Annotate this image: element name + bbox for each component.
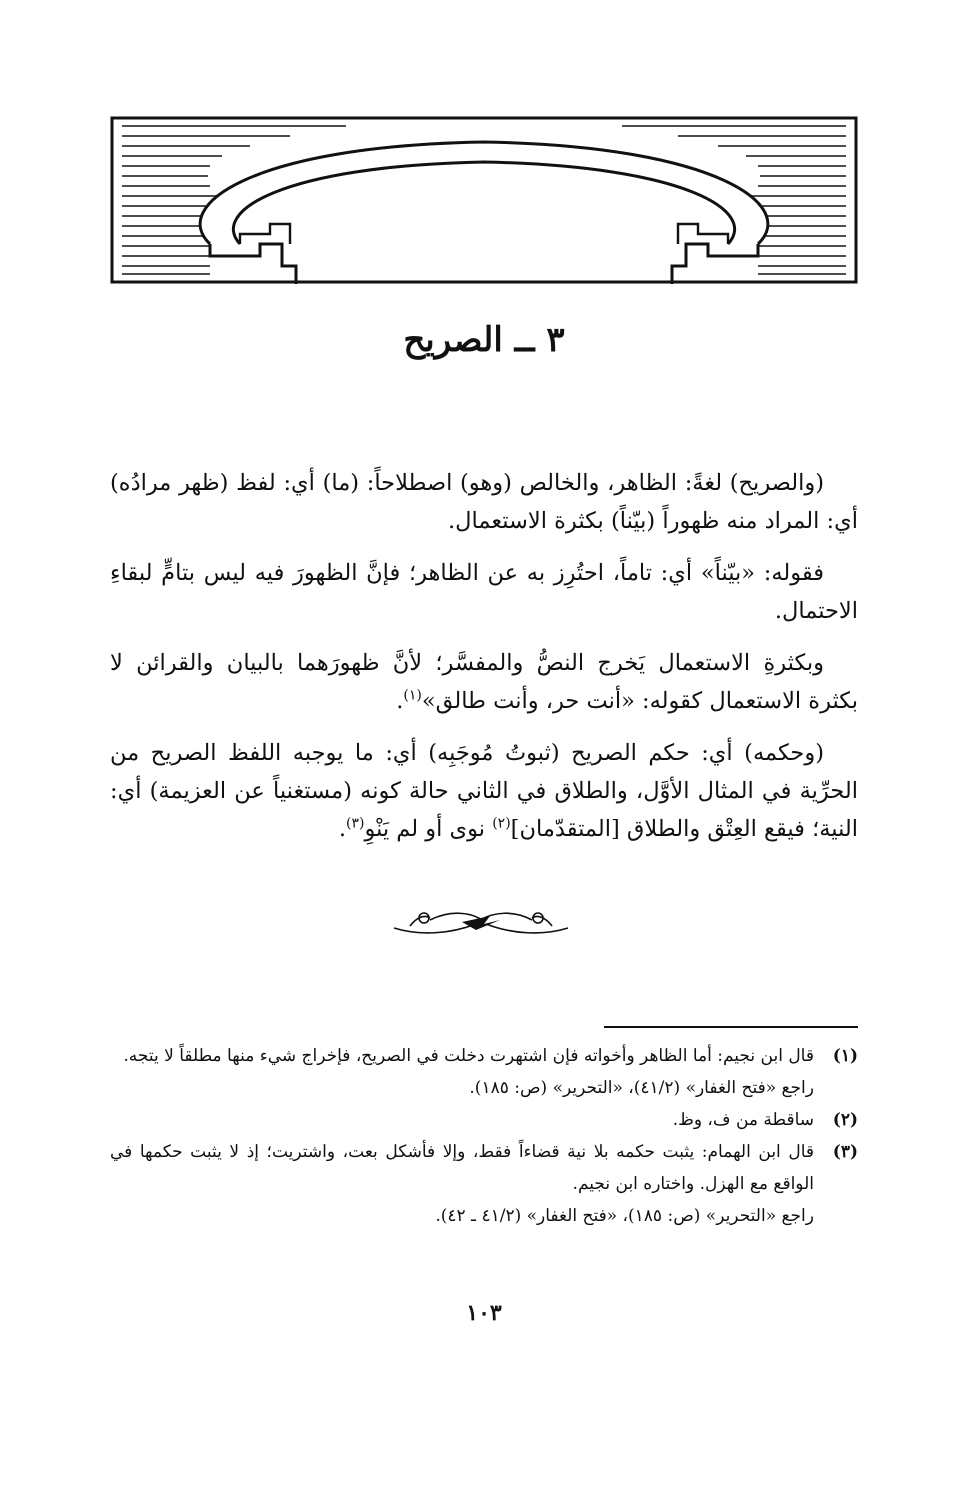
chapter-title: ٣ ــ الصريح: [403, 320, 565, 360]
paragraph-explanation: [110, 554, 858, 630]
flourish-divider-icon: [390, 906, 572, 938]
main-text: [110, 464, 858, 862]
footnote-3: [110, 1136, 858, 1232]
text-tail: .: [396, 688, 404, 714]
text-line: الصريح من الحرِّية في المثال الأوَّل، والطلاق في الثاني حالة كونه (مستغنياً عن: [110, 740, 858, 804]
text-line: (وحكمه) أي: حكم الصريح (ثبوتُ مُوجَبِه) أي: ما يوجبه اللفظ: [228, 740, 824, 766]
footnote-separator: [604, 1026, 858, 1028]
text-line: العزيمة) أي: النية؛ فيقع العِتْق والطلاق [المتقدّمان]: [110, 778, 858, 842]
paragraph-ruling: [110, 734, 858, 848]
text-line: والقرائن لا بكثرة الاستعمال كقوله: «أنت حر، وأنت طالق»: [110, 650, 858, 714]
footnote-ref[interactable]: (١): [403, 687, 422, 704]
text-line: وبكثرةِ الاستعمال يَخرج النصُّ والمفسَّر؛ لأنَّ ظهورَهما بالبيان: [226, 650, 824, 676]
footnote-line: قال ابن نجيم: أما الظاهر وأخواته فإن اشتهرت دخلت في الصريح، فإخراج شيء منها مطلقاً لا يتجه.: [123, 1046, 814, 1066]
footnote-ref[interactable]: (٢): [492, 815, 511, 832]
page-number: ١٠٣: [466, 1300, 502, 1326]
footnote-number: (٢): [832, 1110, 858, 1130]
footnote-body: [110, 1104, 814, 1136]
paragraph-exclusion: [110, 644, 858, 720]
footnote-line: راجع «فتح الغفار» (٤١/٢)، «التحرير» (ص: ١٨٥).: [469, 1078, 814, 1098]
text-tail: .: [338, 816, 346, 842]
footnote-body: [110, 1040, 814, 1104]
footnote-1: [110, 1040, 858, 1104]
footnote-number: (١): [832, 1046, 858, 1066]
footnote-number: (٣): [832, 1142, 858, 1162]
text-line: (ظهر مرادُه) أي: المراد منه ظهوراً (بيّناً) بكثرة الاستعمال.: [110, 470, 858, 534]
footnote-body: [110, 1136, 814, 1232]
footnote-line: قال ابن الهمام: يثبت حكمه بلا نية قضاءاً فقط، وإلا فأشكل بعت، واشتريت؛ إذ لا يثبت حكمها في الواقع مع الهزل. واختاره ابن نجيم.: [110, 1142, 814, 1194]
footnotes: [110, 1040, 858, 1232]
text-mid: نوى أو لم يَنْوِ: [364, 816, 493, 842]
footnote-line: راجع «التحرير» (ص: ١٨٥)، «فتح الغفار» (٤١/٢ ـ ٤٢).: [435, 1206, 814, 1226]
footnote-line: ساقطة من ف، وظ.: [672, 1110, 814, 1130]
text-line: (والصريح) لغةً: الظاهر، والخالص (وهو) اصطلاحاً: (ما) أي: لفظ: [236, 470, 824, 496]
paragraph-definition: [110, 464, 858, 540]
text-line: بتامٍّ لبقاءِ الاحتمال.: [110, 560, 858, 624]
footnote-ref[interactable]: (٣): [346, 815, 365, 832]
text-line: فقوله: «بيّناً» أي: تاماً، احتُرِز به عن الظاهر؛ فإنَّ الظهورَ فيه ليس: [203, 560, 824, 586]
arch-frame-ornament-icon: [110, 116, 858, 284]
footnote-2: [110, 1104, 858, 1136]
